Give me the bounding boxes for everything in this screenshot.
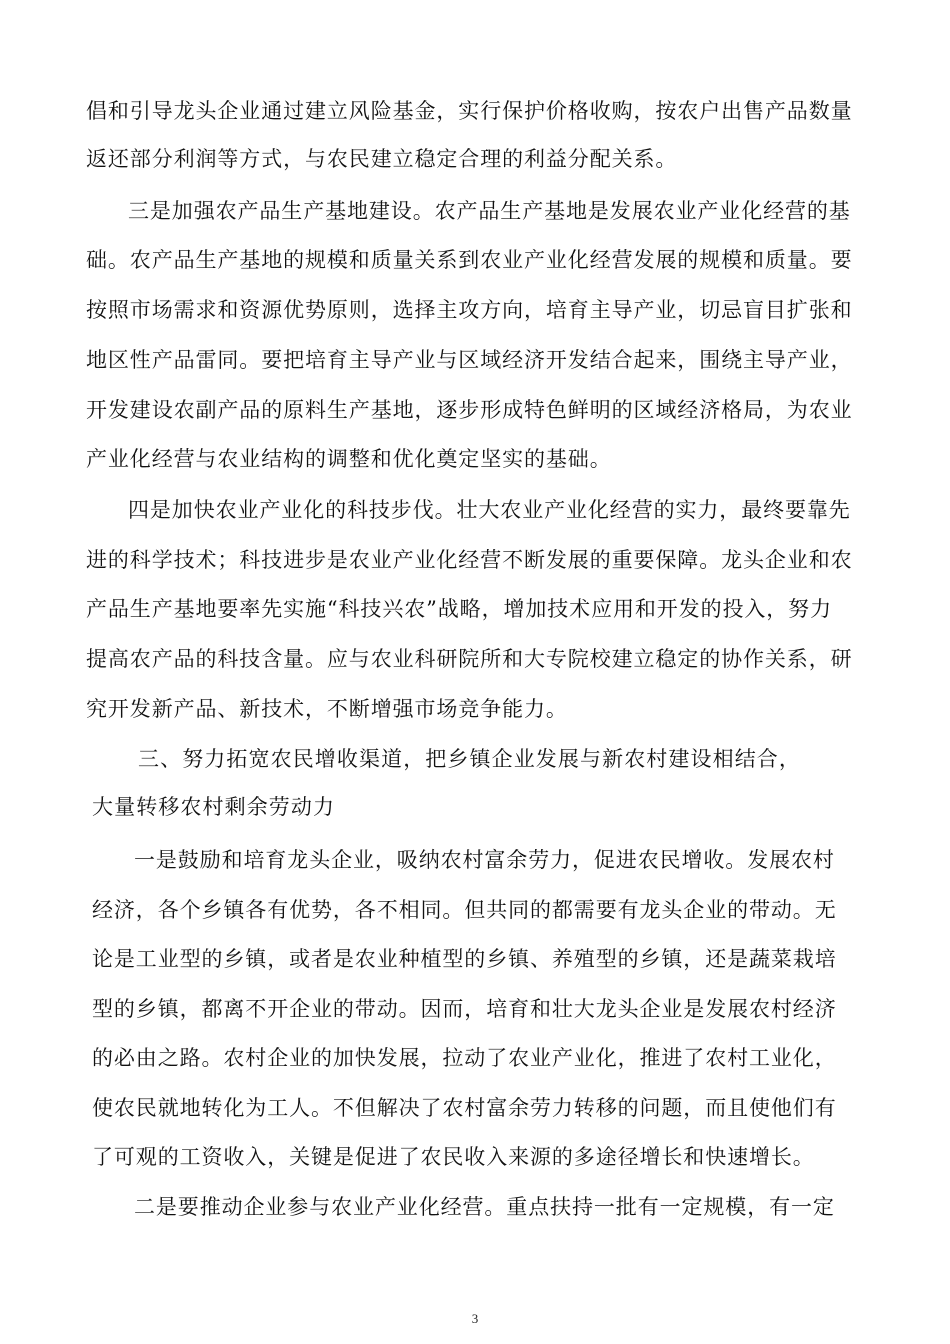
text-line: 一是鼓励和培育龙头企业，吸纳农村富余劳力，促进农民增收。发展农村 [134,848,835,872]
text-line: 使农民就地转化为工人。不但解决了农村富余劳力转移的问题，而且使他们有 [92,1096,837,1120]
text-line: 进的科学技术；科技进步是农业产业化经营不断发展的重要保障。龙头企业和农 [86,548,853,572]
text-line: 究开发新产品、新技术，不断增强市场竞争能力。 [86,697,568,721]
text-line: 础。农产品生产基地的规模和质量关系到农业产业化经营发展的规模和质量。要 [86,248,853,272]
text-line: 了可观的工资收入，关键是促进了农民收入来源的多途径增长和快速增长。 [92,1145,815,1169]
text-line: 倡和引导龙头企业通过建立风险基金，实行保护价格收购，按农户出售产品数量 [86,99,853,123]
text-line: 论是工业型的乡镇，或者是农业种植型的乡镇、养殖型的乡镇，还是蔬菜栽培 [92,947,837,971]
text-line: 提高农产品的科技含量。应与农业科研院所和大专院校建立稳定的协作关系，研 [86,647,853,671]
text-line: 按照市场需求和资源优势原则，选择主攻方向，培育主导产业，切忌盲目扩张和 [86,298,853,322]
text-line: 二是要推动企业参与农业产业化经营。重点扶持一批有一定规模，有一定 [134,1195,835,1219]
text-line: 产业化经营与农业结构的调整和优化奠定坚实的基础。 [86,447,612,471]
text-line: 型的乡镇，都离不开企业的带动。因而，培育和壮大龙头企业是发展农村经济 [92,997,837,1021]
text-line: 地区性产品雷同。要把培育主导产业与区域经济开发结合起来，围绕主导产业， [86,348,853,372]
text-line: 开发建设农副产品的原料生产基地，逐步形成特色鲜明的区域经济格局，为农业 [86,398,853,422]
section-heading: 大量转移农村剩余劳动力 [92,795,336,819]
page-number: 3 [471,1311,479,1326]
text-line: 的必由之路。农村企业的加快发展，拉动了农业产业化，推进了农村工业化， [92,1046,837,1070]
text-line: 经济，各个乡镇各有优势，各不相同。但共同的都需要有龙头企业的带动。无 [92,898,837,922]
text-line: 三是加强农产品生产基地建设。农产品生产基地是发展农业产业化经营的基 [128,199,851,223]
text-line: 四是加快农业产业化的科技步伐。壮大农业产业化经营的实力，最终要靠先 [128,498,851,522]
text-line: 返还部分利润等方式，与农民建立稳定合理的利益分配关系。 [86,147,678,171]
text-line: 产品生产基地要率先实施“科技兴农”战略，增加技术应用和开发的投入，努力 [86,597,832,621]
section-heading: 三、努力拓宽农民增收渠道，把乡镇企业发展与新农村建设相结合， [138,747,801,771]
